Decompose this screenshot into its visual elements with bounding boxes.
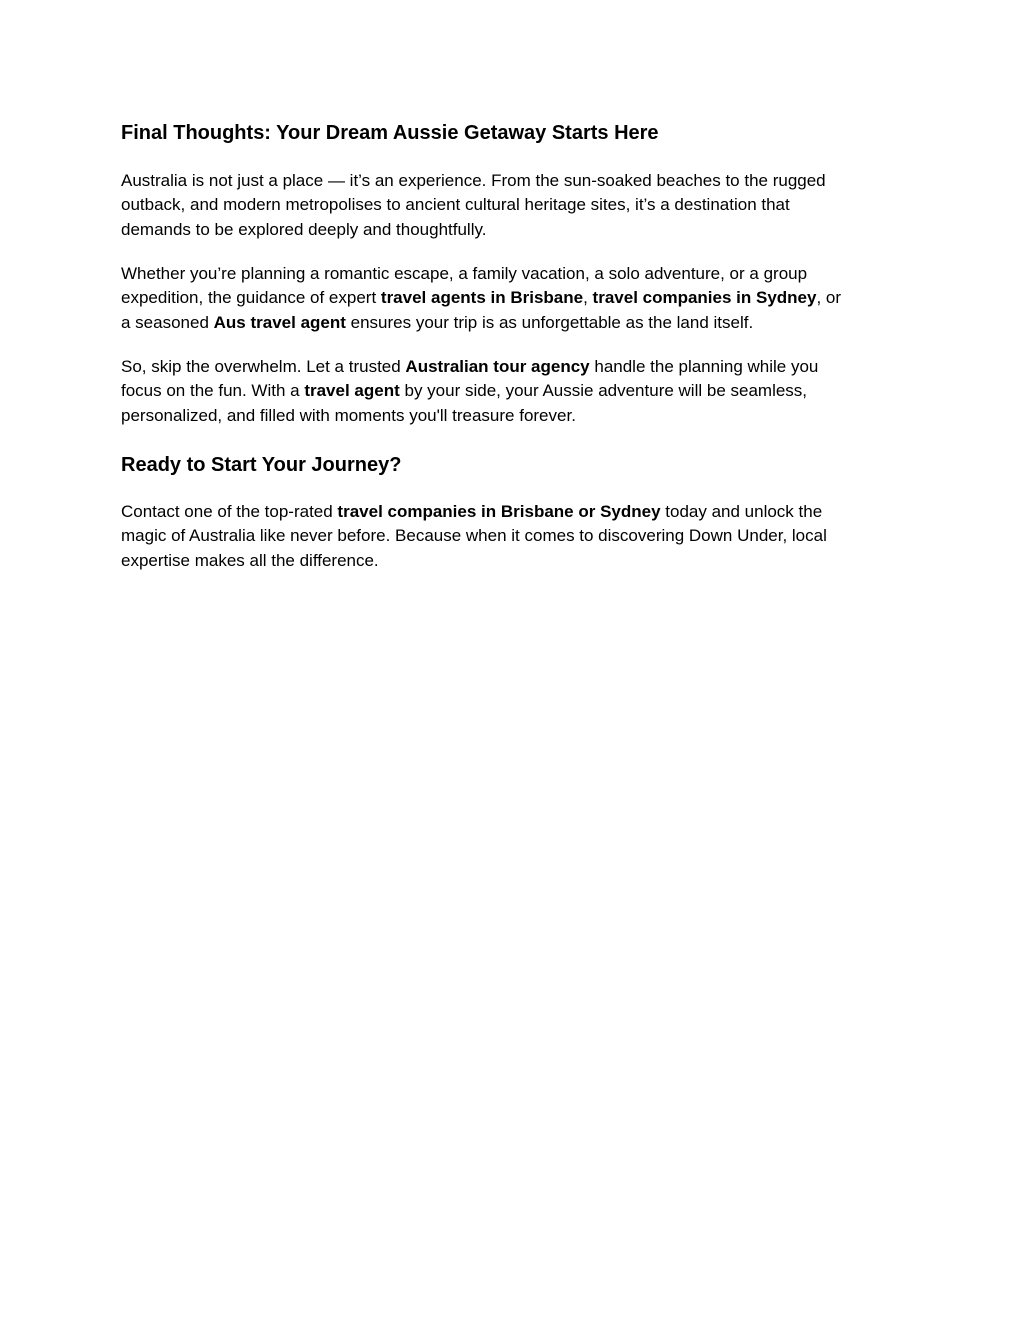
text: , or (816, 288, 842, 308)
paragraph-travel-guidance (121, 262, 911, 335)
paragraph-skip-overwhelm (121, 355, 911, 428)
text: handle the planning while you (589, 357, 819, 376)
bold-keyword: Australian tour agency (405, 357, 590, 376)
line: outback, and modern metropolises to ancient cultural heritage sites, it’s a destination that (121, 195, 790, 215)
text: , (583, 288, 593, 308)
text: focus on the fun. With a (121, 381, 305, 401)
text: expedition, the guidance of expert (121, 288, 381, 308)
bold-keyword: travel companies in Brisbane or Sydney (337, 502, 661, 521)
bold-keyword: Aus travel agent (213, 312, 346, 332)
line (121, 286, 911, 310)
line: personalized, and filled with moments you'll treasure forever. (121, 405, 576, 425)
line: Whether you’re planning a romantic escape, a family vacation, a solo adventure, or a group (121, 264, 808, 283)
line (121, 311, 911, 335)
text: ensures your trip is as unforgettable as the land itself. (345, 312, 754, 332)
text: So, skip the overwhelm. Let a trusted (121, 357, 406, 376)
line: magic of Australia like never before. Because when it comes to discovering Down Under, local (121, 526, 827, 546)
paragraph-australia-experience (121, 169, 911, 242)
heading-ready-to-start: Ready to Start Your Journey? (121, 454, 402, 476)
text: a seasoned (121, 312, 214, 332)
line: expertise makes all the difference. (121, 550, 379, 570)
text: by your side, your Aussie adventure will be seamless, (399, 381, 808, 401)
line: Australia is not just a place — it’s an experience. From the sun-soaked beaches to the rugged (121, 171, 826, 190)
text: today and unlock the (660, 502, 823, 521)
text: Contact one of the top-rated (121, 502, 338, 521)
bold-keyword: travel companies in Sydney (592, 288, 817, 308)
line (121, 379, 911, 403)
bold-keyword: travel agent (304, 381, 400, 401)
bold-keyword: travel agents in Brisbane (380, 288, 584, 308)
paragraph-contact (121, 500, 911, 573)
line (121, 500, 911, 524)
heading-final-thoughts: Final Thoughts: Your Dream Aussie Getaway Starts Here (121, 122, 659, 144)
line (121, 355, 911, 379)
line: demands to be explored deeply and thoughtfully. (121, 219, 487, 239)
